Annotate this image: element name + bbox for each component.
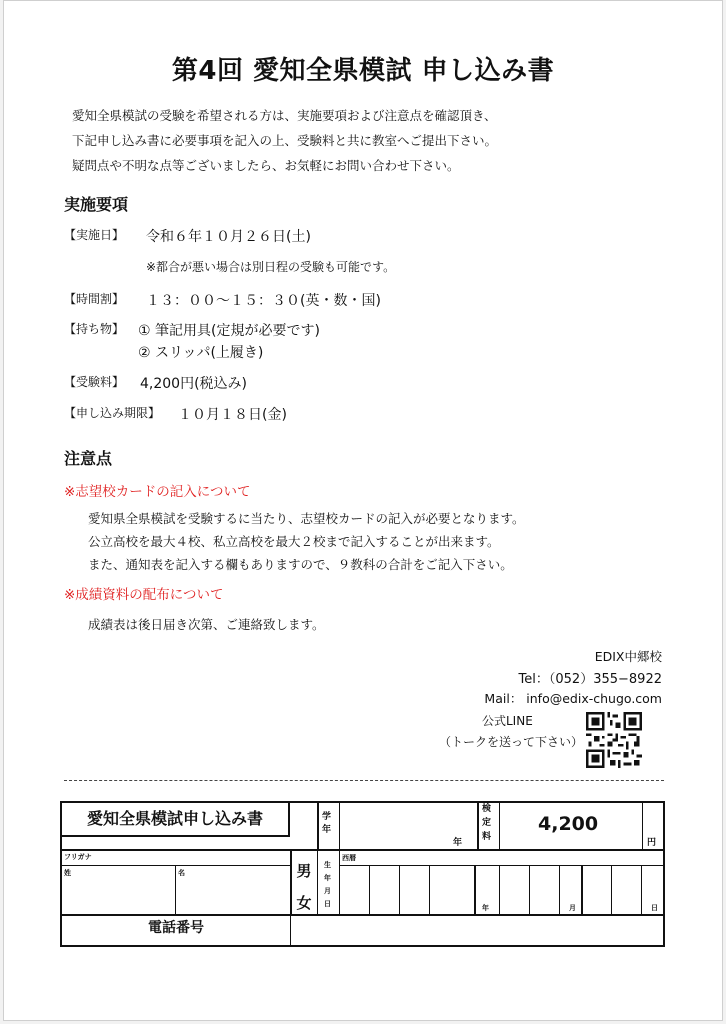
form-divider: [474, 865, 476, 914]
mei-label: 名: [178, 869, 185, 877]
qr-code-icon[interactable]: [586, 712, 642, 768]
intro-line: 疑問点や不明な点等ございましたら、お気軽にお問い合わせ下さい。: [72, 158, 460, 173]
fee-label: 【受験料】: [64, 375, 125, 389]
form-divider: [317, 849, 318, 914]
yen-unit: 円: [647, 838, 657, 848]
form-divider: [175, 865, 176, 914]
form-divider: [641, 865, 642, 914]
card-line: 公立高校を最大４校、私立高校を最大２校まで記入することが出来ます。: [88, 534, 500, 549]
card-heading: ※志望校カードの記入について: [64, 484, 251, 500]
form-fee-value: 4,200: [538, 813, 599, 835]
items-label: 【持ち物】: [64, 322, 125, 336]
guide-items-row: [64, 320, 320, 364]
time-label: 【時間割】: [64, 292, 125, 306]
form-divider: [339, 865, 663, 866]
form-divider: [369, 865, 370, 914]
sei-label: 姓: [64, 869, 71, 877]
card-text: [88, 507, 525, 576]
form-divider: [499, 865, 500, 914]
fee-box-label: 検定料: [482, 804, 492, 842]
card-line: また、通知表を記入する欄もありますので、９教科の合計をご記入下さい。: [88, 557, 513, 572]
birth-day-unit: 日: [651, 904, 658, 912]
sex-label[interactable]: 男女: [296, 862, 312, 912]
contact-tel: Tel：（052）355−8922: [518, 672, 662, 687]
section-heading-notes: 注意点: [64, 449, 113, 468]
phone-field[interactable]: [291, 915, 663, 945]
cut-line: [64, 780, 664, 781]
birth-year-unit: 年: [482, 904, 489, 912]
card-line: 愛知県全県模試を受験するに当たり、志望校カードの記入が必要となります。: [88, 511, 525, 526]
form-divider: [62, 849, 663, 851]
birth-label: 生年月日: [324, 861, 331, 908]
intro-line: 下記申し込み書に必要事項を記入の上、受験料と共に教室へご提出下さい。: [72, 133, 498, 148]
form-divider: [290, 849, 292, 914]
item-1: ① 筆記用具(定規が必要です): [138, 323, 320, 339]
guide-date-row: [64, 226, 311, 246]
phone-label: 電話番号: [148, 920, 204, 936]
form-divider: [529, 865, 530, 914]
guide-fee-row: [64, 373, 247, 393]
form-divider: [429, 865, 430, 914]
form-divider: [317, 803, 319, 849]
guide-deadline-row: [64, 404, 287, 424]
date-note: ※都合が悪い場合は別日程の受験も可能です。: [146, 260, 396, 274]
deadline-value: １０月１８日(金): [178, 407, 287, 423]
furigana-label: フリガナ: [64, 853, 92, 861]
date-label: 【実施日】: [64, 228, 125, 242]
grade-unit: 年: [453, 838, 463, 848]
form-divider: [499, 803, 500, 849]
form-divider: [642, 803, 643, 849]
birth-month-unit: 月: [569, 904, 576, 912]
form-divider: [611, 865, 612, 914]
time-value: １３：００～１５：３０(英・数・国): [146, 293, 381, 309]
application-form: [60, 801, 665, 947]
contact-line: 公式LINE: [482, 714, 533, 728]
grade-label: 学年: [322, 812, 332, 835]
item-2: ② スリッパ(上履き): [138, 345, 264, 361]
form-divider: [559, 865, 560, 914]
form-divider: [339, 803, 340, 914]
fee-value: 4,200円(税込み): [140, 376, 248, 392]
contact-school: EDIX中郷校: [594, 649, 662, 664]
contact-line-note: （トークを送って下さい）: [439, 735, 584, 749]
intro-text: [72, 103, 497, 178]
form-divider: [477, 803, 479, 849]
intro-line: 愛知全県模試の受験を希望される方は、実施要項および注意点を確認頂き、: [72, 108, 497, 123]
items-list: [138, 320, 320, 364]
form-divider: [399, 865, 400, 914]
section-heading-guide: 実施要項: [64, 195, 129, 214]
form-title: 愛知全県模試申し込み書: [62, 803, 290, 837]
guide-time-row: [64, 290, 381, 310]
form-divider: [581, 865, 583, 914]
results-text: 成績表は後日届き次第、ご連絡致します。: [88, 617, 325, 632]
results-heading: ※成績資料の配布について: [64, 587, 224, 603]
date-value: 令和６年１０月２６日(土): [146, 229, 311, 245]
contact-mail: Mail： info@edix-chugo.com: [484, 691, 662, 706]
page-title: 第4回 愛知全県模試 申し込み書: [171, 56, 555, 86]
form-divider: [62, 865, 290, 866]
deadline-label: 【申し込み期限】: [64, 406, 161, 420]
seireki-label: 西暦: [342, 854, 356, 862]
